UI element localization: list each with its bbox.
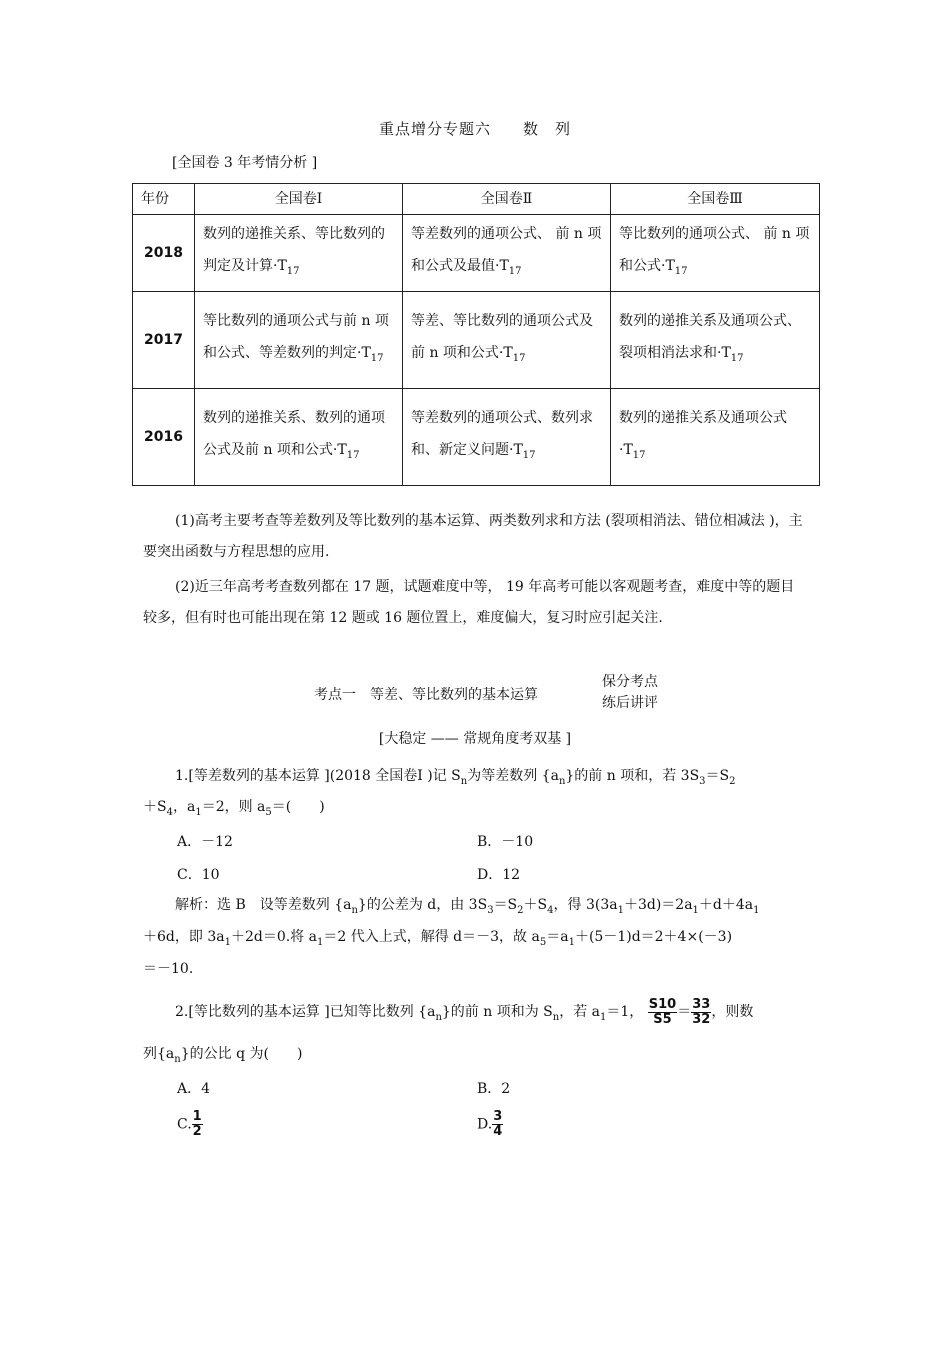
table-cell: 数列的递推关系、等比数列的判定及计算$\cdot T_{17}$: [195, 215, 403, 292]
table-cell: 数列的递推关系、数列的通项公式及前 n 项和公式$\cdot T_{17}$: [195, 388, 403, 485]
table-cell: 等比数列的通项公式与前 n 项和公式、等差数列的判定$\cdot T_{17}$: [195, 291, 403, 388]
topic-heading: 考点一 等差、等比数列的基本运算: [314, 687, 538, 703]
question-2-line-1: 2.[等比数列的基本运算 ]已知等比数列 $\{a_n\}$的前 n 项和为 $S_n$，若 $a_1=1$， $\frac{S10}{S5}$ ＝ $\frac{33}{32}$ ，则数: [175, 996, 754, 1027]
year-cell: 2018: [133, 215, 195, 292]
page-title: 重点增分专题六 数 列: [378, 120, 571, 138]
table-cell: 数列的递推关系及通项公式$\cdot T_{17}$: [611, 388, 820, 485]
q1-option-d: D．12: [477, 867, 521, 883]
table-header-row: [133, 184, 820, 215]
q2-option-a: A．4: [177, 1081, 211, 1097]
table-cell: 等差、等比数列的通项公式及前 n 项和公式$\cdot T_{17}$: [403, 291, 611, 388]
header-year: 年份: [133, 184, 195, 215]
question-1-line-1: 1.[等差数列的基本运算 ](2018 全国卷Ⅰ )记 $S_n$为等差数列 $\{a_n\}$的前 n 项和，若 $3S_3=S_2$: [175, 768, 736, 787]
question-1-line-2: $+S_4$，$a_1=2$，则 $a_5=$( ): [143, 799, 325, 818]
table-cell: 等差数列的通项公式、数列求和、新定义问题$\cdot T_{17}$: [403, 388, 611, 485]
header-paper-2: 全国卷Ⅱ: [403, 184, 611, 215]
section-subtitle: [全国卷 3 年考情分析 ]: [172, 155, 318, 171]
q1-solution-line-3: ＝－10.: [143, 961, 194, 977]
header-paper-1: 全国卷Ⅰ: [195, 184, 403, 215]
q2-option-d: D. $\frac{3}{4}$: [477, 1109, 503, 1139]
q1-option-a: A．－12: [177, 834, 233, 850]
q1-solution-line-2: ＋6d，即 $3a_1+2d=0$.将 $a_1=2$ 代入上式，解得 d＝－3，故 $a_5=a_1+(5-1)d=2+4\times(-3)$: [143, 929, 733, 948]
topic-side-label: 保分考点 练后讲评: [602, 674, 658, 711]
q1-option-b: B．－10: [477, 834, 534, 850]
year-cell: 2017: [133, 291, 195, 388]
table-row: [133, 291, 820, 388]
analysis-paragraph-1: (1)高考主要考查等差数列及等比数列的基本运算、两类数列求和方法 (裂项相消法、错位相减法 )，主要突出函数与方程思想的应用.: [143, 513, 803, 560]
question-2-line-2: 列$\{a_n\}$的公比 q 为( ): [143, 1046, 303, 1065]
q2-option-b: B．2: [477, 1081, 511, 1097]
fraction-s10-over-s5: $\frac{S10}{S5}$: [648, 996, 677, 1027]
analysis-paragraph-2: (2)近三年高考考查数列都在 17 题，试题难度中等， 19 年高考可能以客观题考查，难度中等的题目较多，但有时也可能出现在第 12 题或 16 题位置上，难度偏大，复习时应引起关注.: [143, 579, 795, 626]
table-cell: 等差数列的通项公式、 前 n 项和公式及最值$\cdot T_{17}$: [403, 215, 611, 292]
year-cell: 2016: [133, 388, 195, 485]
exam-analysis-table: [132, 183, 820, 486]
q1-option-c: C．10: [177, 867, 220, 883]
q2-option-c: C. $\frac{1}{2}$: [177, 1109, 202, 1139]
topic-subheading: [大稳定 —— 常规角度考双基 ]: [378, 731, 572, 747]
table-row: [133, 388, 820, 485]
table-cell: 数列的递推关系及通项公式、裂项相消法求和$\cdot T_{17}$: [611, 291, 820, 388]
fraction-33-over-32: $\frac{33}{32}$: [692, 996, 711, 1027]
header-paper-3: 全国卷Ⅲ: [611, 184, 820, 215]
q1-solution-line-1: 解析：选 B 设等差数列 $\{a_n\}$的公差为 d，由 $3S_3=S_2+S_4$，得 $3(3a_1+3d)=2a_1+d+4a_1$: [175, 897, 760, 916]
table-row: [133, 215, 820, 292]
table-cell: 等比数列的通项公式、 前 n 项和公式$\cdot T_{17}$: [611, 215, 820, 292]
